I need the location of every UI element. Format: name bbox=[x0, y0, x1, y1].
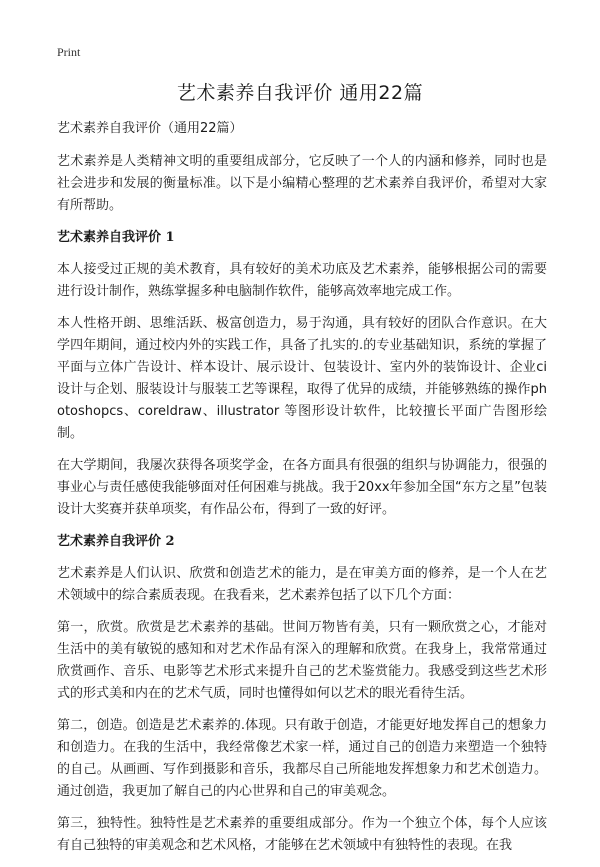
document-subtitle: 艺术素养自我评价（通用22篇） bbox=[57, 121, 243, 136]
section-1 bbox=[57, 227, 547, 521]
section-heading: 艺术素养自我评价 2 bbox=[57, 534, 175, 549]
page-title: 艺术素养自我评价 通用22篇 bbox=[176, 82, 424, 104]
section-paragraph: 第二，创造。创造是艺术素养的.体现。只有敢于创造，才能更好地发挥自己的想象力和创造力。在我的生活中，我经常像艺术家一样，通过自己的创造力来塑造一个独特的自己。从画画、写作到摄影和音乐，我都尽自己所能地发挥想象力和艺术创造力。通过创造，我更加了解自己的内心世界和自己的审美观念。 bbox=[57, 718, 547, 799]
section-paragraph: 在大学期间，我屡次获得各项奖学金，在各方面具有很强的组织与协调能力，很强的事业心与责任感使我能够面对任何困难与挑战。我于20xx年参加全国“东方之星”包装设计大奖赛并获单项奖，有作品公布，得到了一致的好评。 bbox=[57, 458, 547, 517]
intro-paragraph: 艺术素养是人类精神文明的重要组成部分，它反映了一个人的内涵和修养，同时也是社会进步和发展的衡量标准。以下是小编精心整理的艺术素养自我评价，希望对大家有所帮助。 bbox=[57, 154, 547, 213]
section-heading: 艺术素养自我评价 1 bbox=[57, 230, 175, 245]
section-paragraph: 本人接受过正规的美术教育，具有较好的美术功底及艺术素养，能够根据公司的需要进行设计制作，熟练掌握多种电脑制作软件，能够高效率地完成工作。 bbox=[57, 262, 547, 299]
document-body bbox=[57, 118, 547, 867]
section-2 bbox=[57, 531, 547, 857]
section-paragraph: 第三，独特性。独特性是艺术素养的重要组成部分。作为一个独立个体，每个人应该有自己独特的审美观念和艺术风格，才能够在艺术领域中有独特性的表现。在我 bbox=[57, 816, 547, 853]
print-link[interactable]: Print bbox=[57, 45, 81, 59]
section-paragraph: 本人性格开朗、思维活跃、极富创造力，易于沟通，具有较好的团队合作意识。在大学四年期间，通过校内外的实践工作，具备了扎实的.的专业基础知识，系统的掌握了平面与立体广告设计、样本设计、展示设计、包装设计、室内外的装饰设计、企业ci设计与企划、服装设计与服装工艺等课程，取得了优异的成绩，并能够熟练的操作photoshopcs、coreldraw、illustrator 等图形设计软件，比较擅长平面广告图形绘制。 bbox=[57, 316, 547, 441]
section-paragraph: 艺术素养是人们认识、欣赏和创造艺术的能力，是在审美方面的修养，是一个人在艺术领域中的综合素质表现。在我看来，艺术素养包括了以下几个方面： bbox=[57, 566, 547, 603]
section-paragraph: 第一，欣赏。欣赏是艺术素养的基础。世间万物皆有美，只有一颗欣赏之心，才能对生活中的美有敏锐的感知和对艺术作品有深入的理解和欣赏。在我身上，我常常通过欣赏画作、音乐、电影等艺术形式来提升自己的艺术鉴赏能力。我感受到这些艺术形式的形式美和内在的艺术气质，同时也懂得如何以艺术的眼光看待生活。 bbox=[57, 620, 547, 701]
